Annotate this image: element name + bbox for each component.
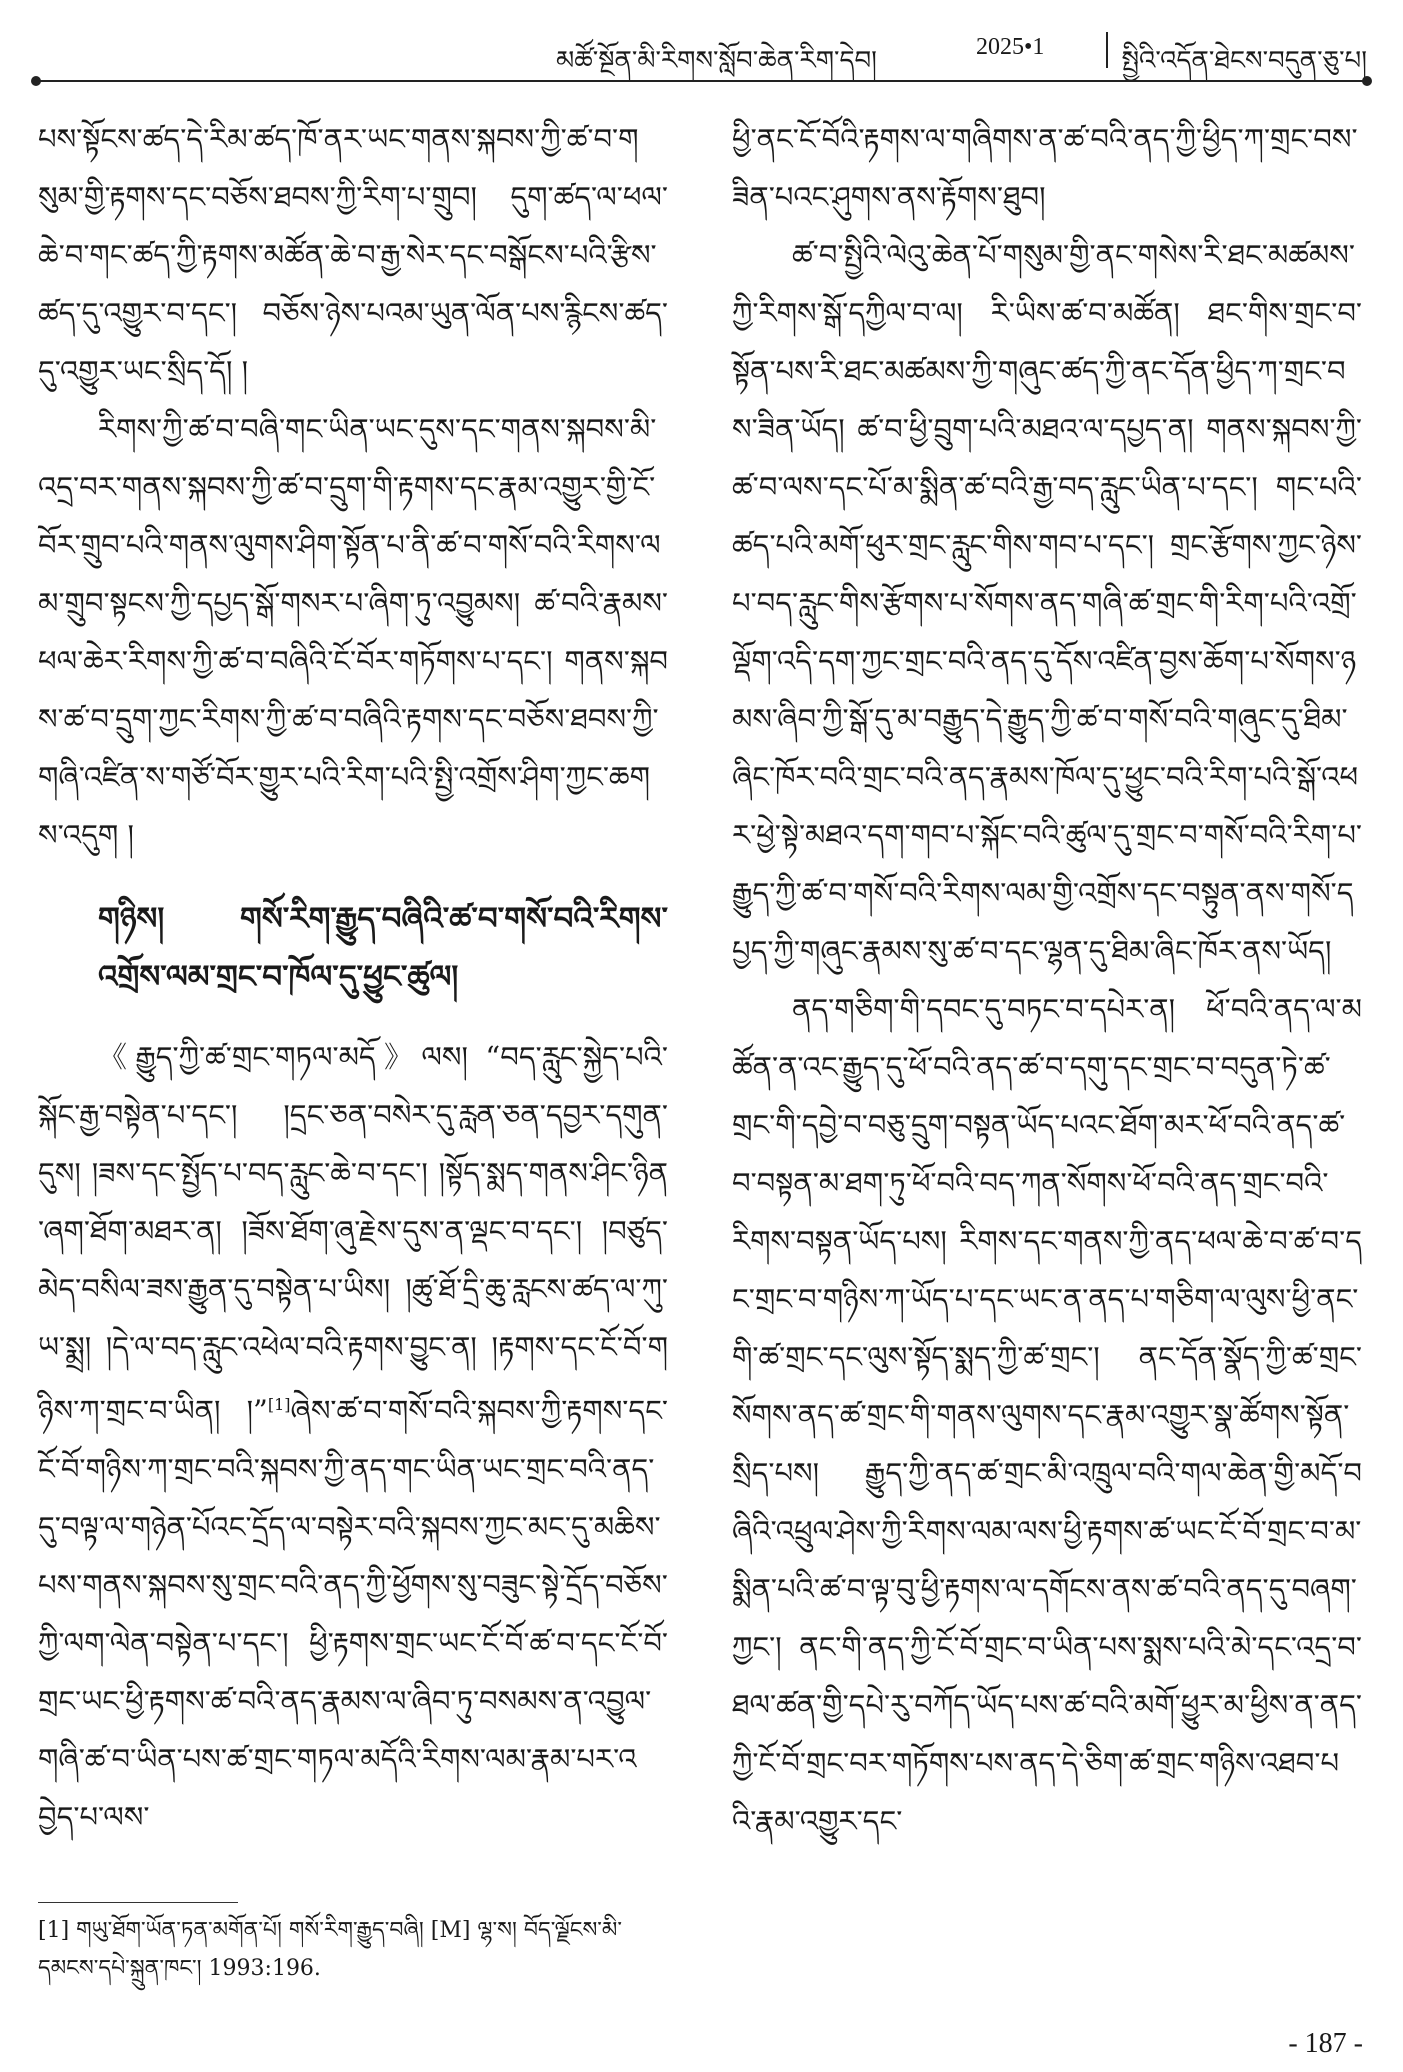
footnote: [1] གཡུ་ཐོག་ཡོན་ཏན་མགོན་པོ། གསོ་རིག་རྒྱུད་བཞི། [M] ལྷ་ས། བོད་ལྗོངས་མི་དམངས་དཔེ་སྐྲུན་ཁང་། 1993:196.	[38, 1918, 622, 1981]
rule-dot-left	[31, 76, 41, 86]
paragraph: པས་སྟོངས་ཚད་དེ་རིམ་ཚད་ཁོ་ནར་ཡང་གནས་སྐབས་ཀྱི་ཚ་བ་གསུམ་གྱི་རྟགས་དང་བཅོས་ཐབས་ཀྱི་རིག་པ་གྲུབ། དུག་ཚད་ལ་ཕལ་ཆེ་བ་གང་ཚད་ཀྱི་རྟགས་མཚོན་ཆེ་བ་རྒྱ་སེར་དང་བསྒོངས་པའི་རྩིས་ཚད་དུ་འགྱུར་བ་དང་། བཅོས་ཉེས་པའམ་ཡུན་ལོན་པས་རྙིངས་ཚད་དུ་འགྱུར་ཡང་སྲིད་དོ། །	[38, 122, 668, 388]
running-header	[36, 18, 1367, 78]
section-title: སྤྱིའི་འདོན་ཐེངས་བདུན་ཅུ་པ།	[1121, 46, 1367, 76]
footnote-marker[interactable]: [1]	[267, 1395, 291, 1414]
paragraph: ནད་གཅིག་གི་དབང་དུ་བཏང་བ་དཔེར་ན། ཕོ་བའི་ནད་ལ་མཚོན་ན་འང་རྒྱུད་དུ་ཕོ་བའི་ནད་ཚ་བ་དགུ་དང་གྲང་བ་བདུན་ཏེ་ཚ་གྲང་གི་དབྱེ་བ་བཅུ་དྲུག་བསྟན་ཡོད་པའང་ཐོག་མར་ཕོ་བའི་ནད་ཚ་བ་བསྟན་མ་ཐག་ཏུ་ཕོ་བའི་བད་ཀན་སོགས་ཕོ་བའི་ནད་གྲང་བའི་རིགས་བསྟན་ཡོད་པས། རིགས་དང་གནས་ཀྱི་ནད་ཕལ་ཆེ་བ་ཚ་བ་དང་གྲང་བ་གཉིས་ཀ་ཡོད་པ་དང་ཡང་ན་ནད་པ་གཅིག་ལ་ལུས་ཕྱི་ནང་གི་ཚ་གྲང་དང་ལུས་སྟོད་སྨད་ཀྱི་ཚ་གྲང་། ནང་དོན་སྣོད་ཀྱི་ཚ་གྲང་སོགས་ནད་ཚ་གྲང་གི་གནས་ལུགས་དང་རྣམ་འགྱུར་སྣ་ཚོགས་སྟོན་སྲིད་པས། རྒྱུད་ཀྱི་ནད་ཚ་གྲང་མི་འཁྲུལ་བའི་གལ་ཆེན་གྱི་མདོ་བཞིའི་འཕྲུལ་ཤེས་ཀྱི་རིགས་ལམ་ལས་ཕྱི་རྟགས་ཚ་ཡང་ངོ་བོ་གྲང་བ་མ་སྨིན་པའི་ཚ་བ་ལྟ་བུ་ཕྱི་རྟགས་ལ་དགོངས་ནས་ཚ་བའི་ནད་དུ་བཞག་ཀྱང་། ནང་གི་ནད་ཀྱི་ངོ་བོ་གྲང་བ་ཡིན་པས་སྨས་པའི་མེ་དང་འདྲ་བ་ཐལ་ཚན་གྱི་དཔེ་རུ་བཀོད་ཡོད་པས་ཚ་བའི་མགོ་ཕྱུར་མ་ཕྱིས་ན་ནད་ཀྱི་ངོ་བོ་གྲང་བར་གཏོགས་པས་ནད་དེ་ཅིག་ཚ་གྲང་གཉིས་འཐབ་པའི་རྣམ་འགྱུར་དང་	[732, 992, 1362, 1838]
header-divider	[1106, 32, 1108, 68]
right-column	[732, 110, 1362, 1850]
header-rule	[36, 80, 1367, 82]
issue-number: 2025•1	[976, 34, 1045, 60]
paragraph: ཕྱི་ནང་ངོ་བོའི་རྟགས་ལ་གཞིགས་ན་ཚ་བའི་ནད་ཀྱི་ཕྱིད་ཀ་གྲང་བས་ཟིན་པའང་ཤུགས་ནས་རྟོགས་ཐུབ།	[732, 122, 1358, 214]
paragraph-quote	[38, 1028, 668, 1846]
footnote-rule	[38, 1902, 238, 1903]
quote-text: 《རྒྱུད་ཀྱི་ཚ་གྲང་གཏལ་མདོ》ལས། “བད་རླུང་སྐྱེད་པའི་སྐོང་རྒྱ་བསྟེན་པ་དང་། །དྲང་ཅན་བསེར་དུ་རླན་ཅན་དབྱར་དགུན་དུས། །ཟས་དང་སྤྱོད་པ་བད་རླུང་ཆེ་བ་དང་། །སྟོད་སྨད་གནས་ཤིང་ཉིན་ཞག་ཐོག་མཐར་ན། །ཟོས་ཐོག་ཞུ་རྗེས་དུས་ན་ལྡང་བ་དང་། །བཙུད་མེད་བསིལ་ཟས་རྒྱུན་དུ་བསྟེན་པ་ཡིས། །ཚུ་ཐོ་དྲི་ཆུ་རླངས་ཚད་ལ་ཀུ་ཡ་སྨྲ། །དེ་ལ་བད་རླུང་འཕེལ་བའི་རྟགས་བྱུང་ན། །རྟགས་དང་ངོ་བོ་གཉིས་ཀ་གྲང་བ་ཡིན། །”	[38, 1040, 668, 1428]
paragraph: ཚ་བ་སྤྱིའི་ལེའུ་ཆེན་པོ་གསུམ་གྱི་ནང་གསེས་རི་ཐང་མཚམས་ཀྱི་རིགས་སྒོ་དཀྱིལ་བ་ལ། རི་ཡིས་ཚ་བ་མཚོན། ཐང་གིས་གྲང་བ་སྟོན་པས་རི་ཐང་མཚམས་ཀྱི་གཞུང་ཚད་ཀྱི་ནང་དོན་ཕྱིད་ཀ་གྲང་བས་ཟིན་ཡོད། ཚ་བ་ཕྱི་བྲུག་པའི་མཐའ་ལ་དཔྱད་ན། གནས་སྐབས་ཀྱི་ཚ་བ་ལས་དང་པོ་མ་སྨིན་ཚ་བའི་རྒྱ་བད་རླུང་ཡིན་པ་དང་། གང་པའི་ཚད་པའི་མགོ་ཕུར་གྲང་རླུང་གིས་གབ་པ་དང་། གྲང་རྩོགས་ཀྱང་ཉེས་པ་བད་རླུང་གིས་རྩོགས་པ་སོགས་ནད་གཞི་ཚ་གྲང་གི་རིག་པའི་འགྲོ་ལྡོག་འདི་དག་ཀྱང་གྲང་བའི་ནད་དུ་དོས་འཛིན་བྱས་ཆོག་པ་སོགས་ཉམས་ཞིབ་ཀྱི་སྒོ་དུ་མ་བརྒྱུད་དེ་རྒྱུད་ཀྱི་ཚ་བ་གསོ་བའི་གཞུང་དུ་ཐིམ་ཞིང་ཁོར་བའི་གྲང་བའི་ནད་རྣམས་ཁོལ་དུ་ཕྱུང་བའི་རིག་པའི་སྒོ་འཕར་ཕྱེ་སྟེ་མཐའ་དག་གབ་པ་སྐོང་བའི་ཚུལ་དུ་གྲང་བ་གསོ་བའི་རིག་པ་རྒྱུད་ཀྱི་ཚ་བ་གསོ་བའི་རིགས་ལམ་གྱི་འགྲོས་དང་བསྟུན་ནས་གསོ་དཔྱད་ཀྱི་གཞུང་རྣམས་སུ་ཚ་བ་དང་ལྷན་དུ་ཐིམ་ཞིང་ཁོར་ནས་ཡོད།	[732, 238, 1362, 968]
left-column	[38, 110, 668, 1846]
rule-dot-right	[1362, 76, 1372, 86]
page-number: - 187 -	[1288, 2028, 1363, 2059]
paragraph-continuation: ཞེས་ཚ་བ་གསོ་བའི་སྐབས་ཀྱི་རྟགས་དང་ངོ་བོ་གཉིས་ཀ་གྲང་བའི་སྐབས་ཀྱི་ནད་གང་ཡིན་ཡང་གྲང་བའི་ནད་དུ་བལྟ་ལ་གཉེན་པོའང་དྲོད་ལ་བསྟེར་བའི་སྐབས་ཀྱང་མང་དུ་མཆིས་པས་གནས་སྐབས་སུ་གྲང་བའི་ནད་ཀྱི་ཕྱོགས་སུ་བཟུང་སྟེ་དྲོད་བཅོས་ཀྱི་ལག་ལེན་བསྟེན་པ་དང་། ཕྱི་རྟགས་གྲང་ཡང་ངོ་བོ་ཚ་བ་དང་ངོ་བོ་གྲང་ཡང་ཕྱི་རྟགས་ཚ་བའི་ནད་རྣམས་ལ་ཞིབ་ཏུ་བསམས་ན་འབྱུལ་གཞི་ཚ་བ་ཡིན་པས་ཚ་གྲང་གཏལ་མདོའི་རིགས་ལམ་རྣམ་པར་འབྱེད་པ་ལས་	[38, 1393, 668, 1834]
section-heading: གཉིས། གསོ་རིག་རྒྱུད་བཞིའི་ཚ་བ་གསོ་བའི་རིགས་འགྲོས་ལམ་གྲང་བ་ཁོལ་དུ་ཕྱུང་ཚུལ།	[98, 901, 668, 995]
journal-title: མཚོ་སྔོན་མི་རིགས་སློབ་ཆེན་རིག་དེབ།	[556, 46, 877, 76]
paragraph: རིགས་ཀྱི་ཚ་བ་བཞི་གང་ཡིན་ཡང་དུས་དང་གནས་སྐབས་མི་འདྲ་བར་གནས་སྐབས་ཀྱི་ཚ་བ་དྲུག་གི་རྟགས་དང་རྣམ་འགྱུར་གྱི་ངོ་བོར་གྲུབ་པའི་གནས་ལུགས་ཤིག་སྟོན་པ་ནི་ཚ་བ་གསོ་བའི་རིགས་ལམ་གྲུབ་སྟངས་ཀྱི་དཔྱད་སྒོ་གསར་པ་ཞིག་ཏུ་འབྱུམས། ཚ་བའི་རྣམས་ཕལ་ཆེར་རིགས་ཀྱི་ཚ་བ་བཞིའི་ངོ་བོར་གཏོགས་པ་དང་། གནས་སྐབས་ཚ་བ་དྲུག་ཀྱང་རིགས་ཀྱི་ཚ་བ་བཞིའི་རྟགས་དང་བཅོས་ཐབས་ཀྱི་གཞི་འཛིན་ས་གཙོ་བོར་གྱུར་པའི་རིག་པའི་སྤྱི་འགྲོས་ཤིག་ཀྱང་ཆགས་འདུག །	[38, 412, 668, 852]
